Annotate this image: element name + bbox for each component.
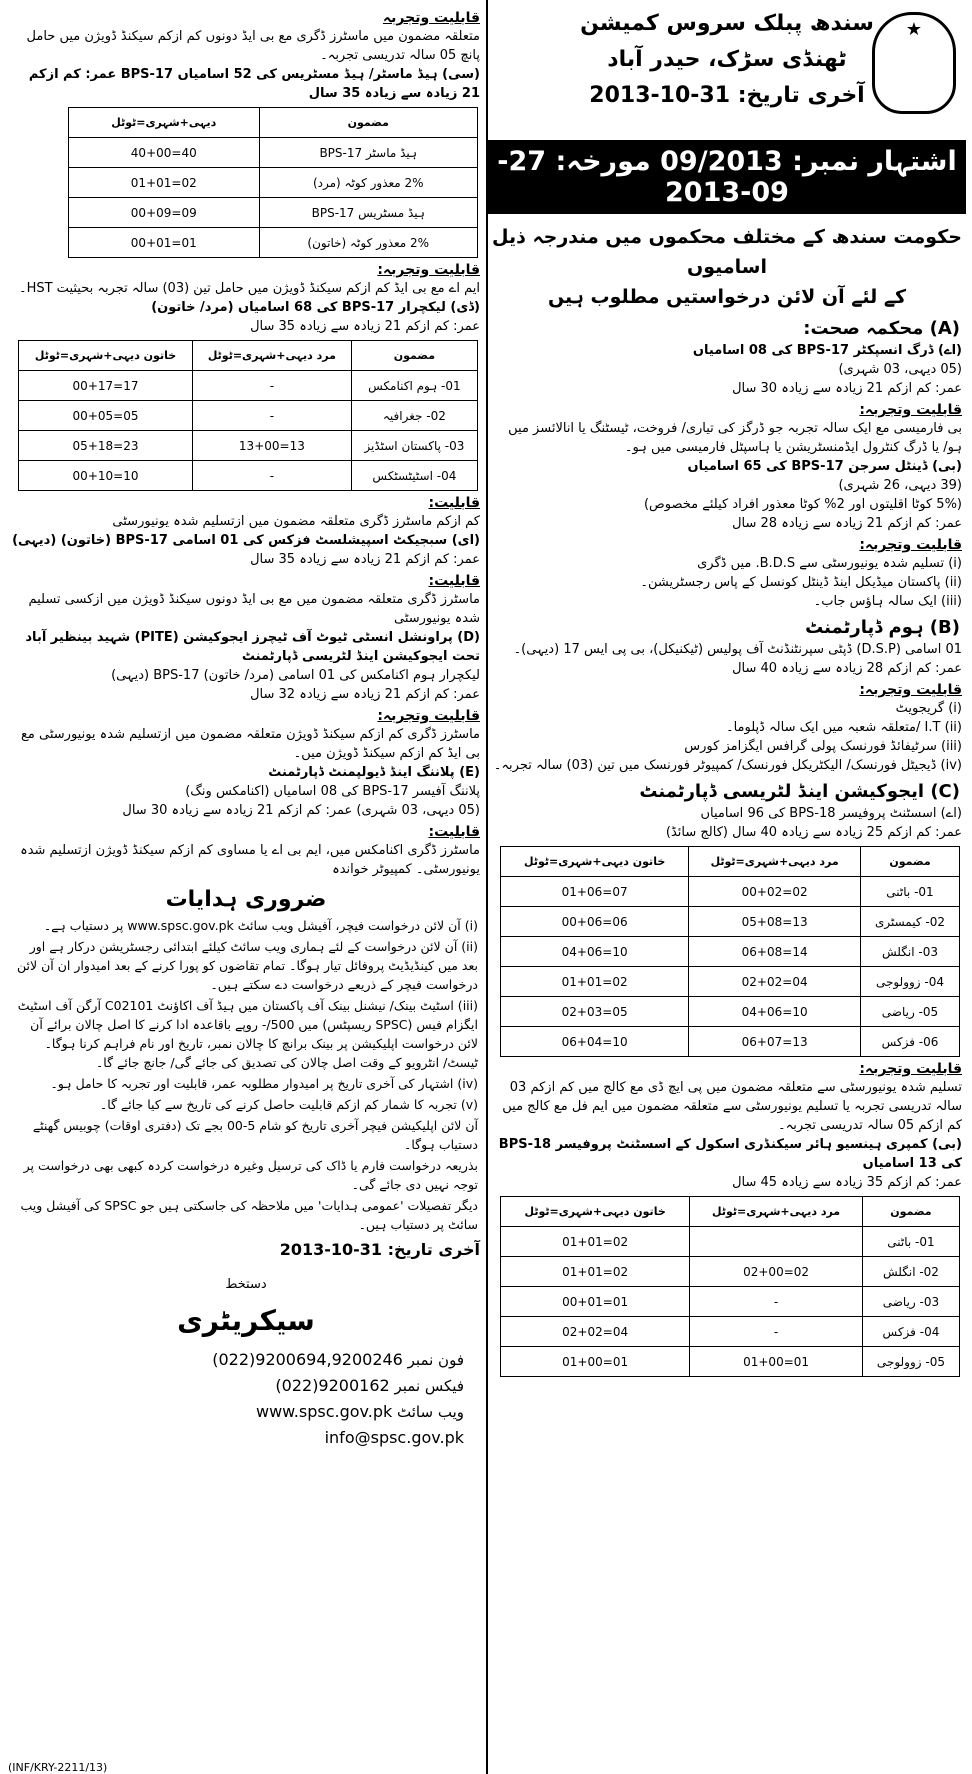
table-cell: -	[193, 461, 352, 491]
a-qual-heading-2: قابلیت وتجربہ:	[859, 537, 962, 553]
table-cell: 07=01+06	[501, 877, 689, 907]
table-cell: 02=01+01	[501, 967, 689, 997]
signature-label: دستخط	[225, 1277, 267, 1292]
contact-fax	[28, 1373, 464, 1399]
l-post-d-age: عمر: کم ازکم 21 زیادہ سے زیادہ 35 سال	[250, 319, 480, 334]
l-table-4	[18, 340, 478, 491]
phone-label: فون نمبر	[407, 1351, 464, 1369]
contact-email	[28, 1425, 464, 1451]
table-row	[501, 997, 960, 1027]
web-link[interactable]: www.spsc.gov.pk	[255, 1402, 393, 1421]
l-qual-heading-4: قابلیت:	[428, 573, 480, 589]
table-cell: 01=01+00	[501, 1347, 690, 1377]
c-post-2-age: عمر: کم ازکم 35 زیادہ سے زیادہ 45 سال	[732, 1175, 962, 1190]
a-qual-2a: (i) تسلیم شدہ یونیورسٹی سے B.D.S. میں ڈگری	[697, 556, 962, 571]
table-row	[501, 937, 960, 967]
reference-code: (INF/KRY-2211/13)	[8, 1761, 108, 1774]
table-header-cell: مضمون	[862, 1197, 959, 1227]
b-qual-1: (i) گریجویٹ	[895, 701, 962, 716]
c-post-1: (اے) اسسٹنٹ پروفیسر BPS-18 کی 96 اسامیاں	[700, 806, 962, 821]
l-qual-6: ماسٹرز ڈگری اکنامکس میں، ایم بی اے یا مساوی کم ازکم سیکنڈ ڈویژن ازتسلیم شدہ یونیورسٹی۔ کمپیوٹر خواندہ	[20, 843, 480, 877]
table-cell: 01=00+01	[501, 1287, 690, 1317]
table-cell: -	[193, 401, 352, 431]
c-table-2	[500, 1196, 960, 1377]
section-a-title: (A) محکمہ صحت:	[803, 318, 960, 339]
a-qual-2c: (iii) ایک سالہ ہاؤس جاب۔	[813, 594, 962, 609]
table-row	[501, 1287, 960, 1317]
table-cell: 09=00+09	[69, 198, 260, 228]
table-cell: 2% معذور کوٹہ (خاتون)	[259, 228, 477, 258]
table-cell: 17=00+17	[19, 371, 193, 401]
a-post-1: (اے) ڈرگ انسپکٹر BPS-17 کی 08 اسامیاں	[692, 343, 962, 358]
table-header-cell: مرد دیہی+شہری=ٹوٹل	[689, 847, 861, 877]
table-cell: 04- زوولوجی	[860, 967, 959, 997]
left-column	[8, 6, 484, 1768]
l-qual-5: ماسٹرز ڈگری کم ازکم سیکنڈ ڈویژن متعلقہ مضمون میں ازتسلیم شدہ یونیورسٹی مع بی ایڈ کم ازکم سیکنڈ ڈویژن میں۔	[21, 727, 480, 761]
table-cell: -	[690, 1317, 863, 1347]
table-cell: 40=40+00	[69, 138, 260, 168]
instruction-2: (ii) آن لائن درخواست کے لئے ہماری ویب سائٹ کیلئے ابتدائی رجسٹریشن درکار ہے اور بعد میں کینڈیڈیٹ پروفائل تیار ہوگا۔ تمام تقاضوں کو پورا کرنے کے بعد امیدوار ان آن لائن درخواست فیچر کے ذریعے درخواست دے سکتے ہیں۔	[16, 939, 478, 992]
table-cell: 01- باٹنی	[860, 877, 959, 907]
a-qual-1: بی فارمیسی مع ایک سالہ تجربہ جو ڈرگز کی تیاری/ فروخت، ٹیسٹنگ یا انالائسز میں ہو/ یا ڈرگ کنٹرول ایڈمنسٹریشن یا ہاسپٹل فارمیسی میں ہو۔	[508, 421, 962, 455]
b-post-1: 01 اسامی (D.S.P) ڈپٹی سپرنٹنڈنٹ آف پولیس (ٹیکنیکل)، بی پی ایس 17 (دیہی)۔	[513, 642, 962, 657]
table-row	[501, 1317, 960, 1347]
l-qual-2: ایم اے مع بی ایڈ کم ازکم سیکنڈ ڈویژن میں حامل تین (03) سالہ تجربہ بحیثیت HST۔	[18, 281, 480, 296]
table-cell: 02- جغرافیہ	[351, 401, 477, 431]
table-cell: 10=00+10	[19, 461, 193, 491]
contact-phone	[28, 1347, 464, 1373]
table-cell: 13=05+08	[689, 907, 861, 937]
table-row	[69, 138, 478, 168]
table-cell: 05=00+05	[19, 401, 193, 431]
instruction-6: آن لائن اپلیکیشن فیچر آخری تاریخ کو شام 5-00 بجے تک (دفتری اوقات) چوبیس گھنٹے دستیاب ہوگا۔	[32, 1118, 478, 1152]
table-cell: 04=02+02	[501, 1317, 690, 1347]
table-cell	[690, 1227, 863, 1257]
l-table-3	[68, 107, 478, 258]
a-post-2-split: (39 دیہی، 26 شہری)	[838, 478, 962, 493]
b-qual-heading: قابلیت وتجربہ:	[859, 682, 962, 698]
table-cell: 05- ریاضی	[860, 997, 959, 1027]
secretary-signature: سیکریٹری	[177, 1304, 315, 1337]
table-cell: 14=06+08	[689, 937, 861, 967]
table-row	[19, 431, 478, 461]
instruction-7: بذریعہ درخواست فارم یا ڈاک کی ترسیل وغیرہ درخواست کردہ کبھی بھی درخواست پر توجہ نہیں دی جائے گی۔	[23, 1158, 478, 1192]
signature-block	[8, 1273, 484, 1337]
header-block	[488, 6, 966, 134]
table-cell: 05- زوولوجی	[862, 1347, 959, 1377]
table-cell: -	[193, 371, 352, 401]
table-row	[69, 168, 478, 198]
advertisement-number-bar: اشتہار نمبر: 09/2013 مورخہ: 27-09-2013	[488, 140, 966, 214]
a-post-2: (بی) ڈینٹل سرجن BPS-17 کی 65 اسامیاں	[687, 459, 962, 474]
email-link[interactable]: info@spsc.gov.pk	[324, 1428, 464, 1447]
table-row	[19, 461, 478, 491]
b-qual-3: (iii) سرٹیفائڈ فورنسک پولی گرافس ایگزامز کورس	[684, 739, 962, 754]
l-qual-heading-2: قابلیت وتجربہ:	[377, 262, 480, 278]
l-table-4-body	[19, 371, 478, 491]
table-cell: 01=00+01	[69, 228, 260, 258]
org-name: سندھ پبلک سروس کمیشن	[580, 11, 874, 36]
l-qual-heading-6: قابلیت:	[428, 824, 480, 840]
table-row	[501, 907, 960, 937]
l-qual-3: کم ازکم ماسٹرز ڈگری متعلقہ مضمون میں ازتسلیم شدہ یونیورسٹی	[112, 514, 480, 529]
b-post-1-age: عمر: کم ازکم 28 زیادہ سے زیادہ 40 سال	[732, 661, 962, 676]
table-cell: 02- انگلش	[862, 1257, 959, 1287]
table-cell: 23=05+18	[19, 431, 193, 461]
l-qual-heading-1: قابلیت وتجربہ	[382, 10, 480, 26]
intro-line-1: حکومت سندھ کے مختلف محکموں میں مندرجہ ذیل اسامیوں	[492, 226, 962, 278]
instruction-8: دیگر تفصیلات 'عمومی ہدایات' میں ملاحظہ کی جاسکتی ہیں جو SPSC کی آفیشل ویب سائٹ پر دستیاب ہیں۔	[20, 1198, 478, 1232]
table-cell: 01=01+00	[690, 1347, 863, 1377]
table-cell: ہیڈ ماسٹر BPS-17	[259, 138, 477, 168]
c-qual-1: تسلیم شدہ یونیورسٹی سے متعلقہ مضمون میں پی ایچ ڈی مع کالج میں کم ازکم 03 سالہ تدریسی تجربہ یا تسلیم یونیورسٹی سے متعلقہ مضمون میں ایم فل مع کالج میں کم ازکم 05 سالہ تدریسی تجربہ۔	[502, 1080, 962, 1133]
table-header-row	[19, 341, 478, 371]
header-deadline: آخری تاریخ: 31-10-2013	[589, 83, 865, 108]
table-row	[19, 401, 478, 431]
table-cell: 01- ہوم اکنامکس	[351, 371, 477, 401]
table-cell: 10=04+06	[689, 997, 861, 1027]
table-row	[69, 198, 478, 228]
section-c-title: (C) ایجوکیشن اینڈ لٹریسی ڈپارٹمنٹ	[639, 781, 960, 802]
l-qual-1: متعلقہ مضمون میں ماسٹرز ڈگری مع بی ایڈ دونوں کم ازکم سیکنڈ ڈویژن میں حامل پانچ 05 سالہ تدریسی تجربہ۔	[26, 29, 480, 63]
a-post-1-split: (05 دیہی، 03 شہری)	[838, 362, 962, 377]
contact-web	[28, 1399, 464, 1425]
a-qual-heading: قابلیت وتجربہ:	[859, 402, 962, 418]
table-cell: 06=00+06	[501, 907, 689, 937]
l-post-e-age: عمر: کم ازکم 21 زیادہ سے زیادہ 35 سال	[250, 552, 480, 567]
instruction-3: (iii) اسٹیٹ بینک/ نیشنل بینک آف پاکستان میں ہیڈ آف اکاؤنٹ C02101 آرگن آف اسٹیٹ ایگزام فیس (SPSC ریسپٹس) میں 500/- روپے باقاعدہ ادا کرنے کا اصل چالان برائے آن لائن درخواست اپلیکیشن پر بینک برانچ کا چالان نمبر، تاریخ اور نام فراہم کرنا ہوگا۔ ٹیسٹ/ انٹرویو کے وقت اصل چالان کی تصدیق کی جائے گی/ جانچ جائے گا۔	[17, 998, 478, 1070]
table-header-row	[501, 847, 960, 877]
l-post-pite-age: عمر: کم ازکم 21 زیادہ سے زیادہ 32 سال	[250, 687, 480, 702]
table-cell: 04- اسٹیٹسٹکس	[351, 461, 477, 491]
phone-value: (022)9200694,9200246	[212, 1350, 403, 1369]
table-cell: 02- کیمسٹری	[860, 907, 959, 937]
c-table-1-body	[501, 877, 960, 1057]
org-address: ٹھنڈی سڑک، حیدر آباد	[607, 47, 847, 72]
l-post-planning-detail: پلاننگ آفیسر BPS-17 کی 08 اسامیاں (اکنامکس ونگ)	[185, 784, 480, 799]
instruction-5: (v) تجربہ کا شمار کم ازکم قابلیت حاصل کرنے کی تاریخ سے کیا جائے گا۔	[99, 1097, 478, 1112]
footer-deadline: آخری تاریخ: 31-10-2013	[279, 1240, 480, 1259]
table-cell: -	[690, 1287, 863, 1317]
web-label: ویب سائٹ	[397, 1403, 464, 1421]
a-post-2-age: عمر: کم ازکم 21 زیادہ سے زیادہ 28 سال	[732, 516, 962, 531]
table-cell: 02=01+01	[501, 1227, 690, 1257]
table-cell: 02=01+01	[501, 1257, 690, 1287]
table-cell: 13=13+00	[193, 431, 352, 461]
table-cell: ہیڈ مسٹریس BPS-17	[259, 198, 477, 228]
l-post-planning: (E) پلاننگ اینڈ ڈیولپمنٹ ڈپارٹمنٹ	[268, 765, 480, 780]
b-qual-4: (iv) ڈیجیٹل فورنسک/ الیکٹریکل فورنسک/ کمپیوٹر فورنسک میں تین (03) سالہ تجربہ۔	[493, 758, 962, 773]
table-row	[501, 877, 960, 907]
table-cell: 02=02+00	[690, 1257, 863, 1287]
table-cell: 02=00+02	[689, 877, 861, 907]
l-qual-heading-5: قابلیت وتجربہ:	[377, 708, 480, 724]
table-cell: 04- فزکس	[862, 1317, 959, 1347]
table-row	[501, 1257, 960, 1287]
table-cell: 06- فزکس	[860, 1027, 959, 1057]
c-qual-heading: قابلیت وتجربہ:	[859, 1061, 962, 1077]
l-post-pite: (D) پراونشل انسٹی ٹیوٹ آف ٹیچرز ایجوکیشن (PITE) شہید بینظیر آباد تحت ایجوکیشن اینڈ لٹریسی ڈپارٹمنٹ	[25, 630, 480, 664]
a-post-1-age: عمر: کم ازکم 21 زیادہ سے زیادہ 30 سال	[732, 381, 962, 396]
l-post-d: (ڈی) لیکچرار BPS-17 کی 68 اسامیاں (مرد/ خاتون)	[151, 300, 480, 315]
table-row	[501, 1347, 960, 1377]
table-cell: 03- ریاضی	[862, 1287, 959, 1317]
table-header-cell: مرد دیہی+شہری=ٹوٹل	[690, 1197, 863, 1227]
section-b-title: (B) ہوم ڈپارٹمنٹ	[805, 617, 960, 638]
b-qual-2: (ii) I.T /متعلقہ شعبہ میں ایک سالہ ڈپلوما۔	[725, 720, 962, 735]
table-cell: 04=02+02	[689, 967, 861, 997]
c-table-1	[500, 846, 960, 1057]
instructions-title: ضروری ہدایات	[165, 887, 327, 912]
instruction-1: (i) آن لائن درخواست فیچر، آفیشل ویب سائٹ www.spsc.gov.pk پر دستیاب ہے۔	[43, 918, 478, 933]
table-cell: 10=06+04	[501, 1027, 689, 1057]
table-cell: 01- باٹنی	[862, 1227, 959, 1257]
table-cell: 2% معذور کوٹہ (مرد)	[259, 168, 477, 198]
a-post-2-quota: (5% کوٹا اقلیتوں اور 2% کوٹا معذور افراد کیلئے مخصوص)	[643, 497, 962, 512]
a-qual-2b: (ii) پاکستان میڈیکل اینڈ ڈینٹل کونسل کے پاس رجسٹریشن۔	[640, 575, 962, 590]
table-header-cell: مضمون	[351, 341, 477, 371]
table-row	[69, 228, 478, 258]
table-cell: 13=06+07	[689, 1027, 861, 1057]
l-post-pite-detail: لیکچرار ہوم اکنامکس کی 01 اسامی (مرد/ خاتون) BPS-17 (دیہی)	[111, 668, 480, 683]
table-cell: 02=01+01	[69, 168, 260, 198]
table-header-cell: خاتون دیہی+شہری=ٹوٹل	[501, 847, 689, 877]
fax-label: فیکس نمبر	[394, 1377, 464, 1395]
l-post-c: (سی) ہیڈ ماسٹر/ ہیڈ مسٹریس کی 52 اسامیاں BPS-17 عمر: کم ازکم 21 زیادہ سے زیادہ 35 سال	[28, 67, 480, 101]
table-header-cell: دیہی+شہری=ٹوٹل	[69, 108, 260, 138]
fax-value: (022)9200162	[275, 1376, 390, 1395]
intro-line-2: کے لئے آن لائن درخواستیں مطلوب ہیں	[547, 286, 907, 308]
table-header-row	[501, 1197, 960, 1227]
table-header-cell: خاتون دیہی+شہری=ٹوٹل	[19, 341, 193, 371]
table-cell: 03- انگلش	[860, 937, 959, 967]
table-header-cell: مضمون	[259, 108, 477, 138]
table-header-cell: مرد دیہی+شہری=ٹوٹل	[193, 341, 352, 371]
c-table-2-body	[501, 1227, 960, 1377]
l-qual-heading-3: قابلیت:	[428, 495, 480, 511]
table-header-row	[69, 108, 478, 138]
right-column	[488, 6, 966, 1768]
spsc-seal-icon	[872, 12, 956, 114]
l-post-e: (ای) سبجیکٹ اسپیشلسٹ فزکس کی 01 اسامی BPS-17 (خاتون) (دیہی)	[12, 533, 480, 548]
instruction-4: (iv) اشتہار کی آخری تاریخ پر امیدوار مطلوبہ عمر، قابلیت اور تجربہ کا حامل ہو۔	[50, 1076, 478, 1091]
table-header-cell: خاتون دیہی+شہری=ٹوٹل	[501, 1197, 690, 1227]
table-row	[501, 1027, 960, 1057]
table-cell: 05=02+03	[501, 997, 689, 1027]
table-header-cell: مضمون	[860, 847, 959, 877]
l-post-planning-age: (05 دیہی، 03 شہری) عمر: کم ازکم 21 زیادہ سے زیادہ 30 سال	[122, 803, 480, 818]
table-cell: 10=04+06	[501, 937, 689, 967]
table-row	[501, 967, 960, 997]
table-row	[501, 1227, 960, 1257]
c-post-2: (بی) کمپری ہینسیو ہائر سیکنڈری اسکول کے اسسٹنٹ پروفیسر BPS-18 کی 13 اسامیاں	[498, 1137, 962, 1171]
l-table-3-body	[69, 138, 478, 258]
c-post-1-age: عمر: کم ازکم 25 زیادہ سے زیادہ 40 سال (کالج سائڈ)	[665, 825, 962, 840]
table-cell: 03- پاکستان اسٹڈیز	[351, 431, 477, 461]
l-qual-4: ماسٹرز ڈگری متعلقہ مضمون میں مع بی ایڈ دونوں سیکنڈ ڈویژن میں ازکسی تسلیم شدہ یونیورسٹی	[28, 592, 480, 626]
table-row	[19, 371, 478, 401]
